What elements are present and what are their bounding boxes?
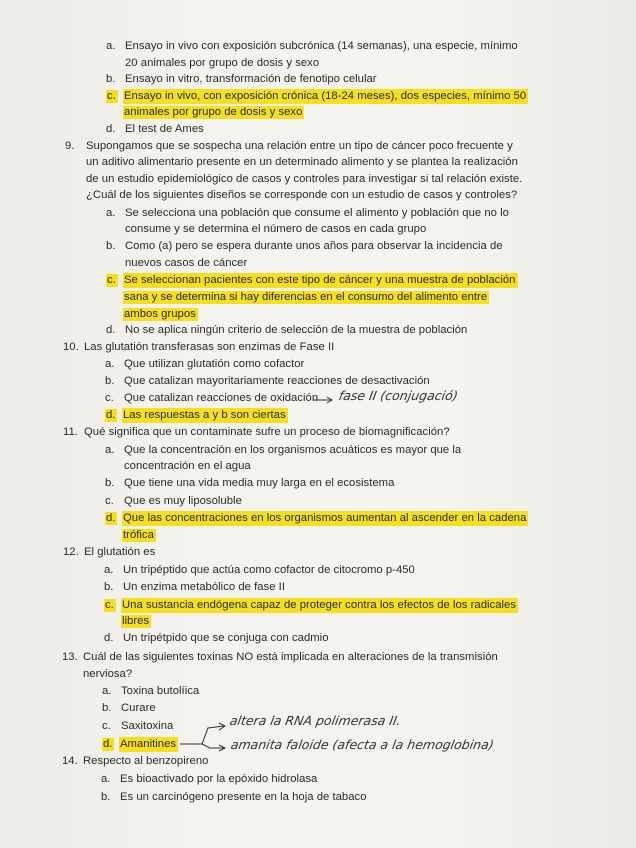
q10-option-c: c. Que catalizan reacciones de oxidación [105,392,319,404]
q13-stem-line-2: nerviosa? [83,668,133,680]
q10-option-b: b. Que catalizan mayoritariamente reacciones de desactivación [105,375,430,387]
q11-option-a: a. Que la concentración en los organismos acuáticos es mayor que la [105,444,462,456]
q9-option-b-cont: nuevos casos de cáncer [125,257,248,269]
q8-option-d: d. El test de Ames [106,123,204,135]
q13-handwritten-note-1: altera la RNA polimerasa II. [228,713,403,728]
q9-option-d: d. No se aplica ningún criterio de selección de la muestra de población [106,324,468,336]
q9-stem-line-3: de un estudio epidemiológico de casos y controles para investigar si tal relación existe. [86,173,523,185]
q14-option-a: a. Es bioactivado por la epóxido hidrolasa [101,773,318,785]
q12-option-b: b. Un enzima metabólico de fase II [104,581,285,593]
q9-stem-line-4: ¿Cuál de los siguientes diseños se corresponde con un estudio de casos y controles? [86,189,518,201]
q13-note-bracket [180,722,230,754]
q11-stem: Qué significa que un contaminate sufre un proceso de biomagnificación? [84,426,450,438]
q11-option-a-cont: concentración en el agua [124,460,251,472]
q8-option-c: c. Ensayo in vivo, con exposición crónica (18-24 meses), dos especies, mínimo 50 [107,90,527,102]
q10-note-arrow [313,396,335,404]
q13-number: 13. [62,651,78,663]
q11-option-b: b. Que tiene una vida media muy larga en el ecosistema [105,477,395,489]
q13-option-c: c. Saxitoxina [102,720,174,732]
q11-option-d-cont: trófica [123,529,154,541]
q13-handwritten-note-2: amanita faloide (afecta a la hemoglobina) [229,737,496,752]
q12-option-c-cont: libres [122,615,150,627]
q12-option-d: d. Un tripétpido que se conjuga con cadmio [104,632,329,644]
q8-option-a-cont: 20 animales por grupo de dosis y sexo [125,57,320,69]
q9-stem-line-1: Supongamos que se sospecha una relación entre un tipo de cáncer poco frecuente y [86,140,513,152]
q10-option-d: d. Las respuestas a y b son ciertas [106,409,286,421]
q11-option-d: d. Que las concentraciones en los organismos aumentan al ascender en la cadena [106,512,527,524]
q10-number: 10. [63,341,79,353]
q8-option-c-cont: animales por grupo de dosis y sexo [124,106,303,118]
q10-stem: Las glutatión transferasas son enzimas de Fase II [84,341,335,353]
q9-option-b: b. Como (a) pero se espera durante unos años para observar la incidencia de [106,240,503,252]
q9-stem-line-2: un aditivo alimentario presente en un determinado alimento y se plantea la realización [86,156,518,168]
q9-option-c: c. Se seleccionan pacientes con este tipo de cáncer y una muestra de población [107,274,516,286]
q13-stem-line-1: Cuál de las siguientes toxinas NO está implicada en alteraciones de la transmisión [83,651,498,663]
q10-handwritten-note: fase II (conjugació) [337,388,460,403]
q10-option-a: a. Que utilizan glutatión como cofactor [105,358,305,370]
q14-stem: Respecto al benzopireno [83,755,209,767]
q13-option-d: d. Amanitines [103,738,177,750]
q13-option-a: a. Toxina butolíica [102,685,200,697]
q12-option-a: a. Un tripéptido que actúa como cofactor de citocromo p-450 [104,564,415,576]
q11-option-c: c. Que es muy liposoluble [105,495,242,507]
q14-number: 14. [62,755,78,767]
q11-number: 11. [63,426,78,438]
q12-stem: El glutatión es [84,546,156,558]
q9-option-c-cont-1: sana y se determina si hay diferencias en el consumo del alimento entre [124,291,488,303]
q8-option-b: b. Ensayo in vitro, transformación de fenotipo celular [106,73,377,85]
q9-option-c-cont-2: ambos grupos [124,308,196,320]
q9-number: 9. [65,140,75,152]
q12-number: 12. [63,546,79,558]
q13-option-b: b. Curare [102,702,156,714]
q12-option-c: c. Una sustancia endógena capaz de proteger contra los efectos de los radicales [105,599,517,611]
q9-option-a: a. Se selecciona una población que consume el alimento y población que no lo [106,207,509,219]
q9-option-a-cont: consume y se determina el número de casos en cada grupo [125,223,427,235]
q14-option-b: b. Es un carcinógeno presente en la hoja de tabaco [101,791,367,803]
q8-option-a: a. Ensayo in vivo con exposición subcrónica (14 semanas), una especie, mínimo [106,40,518,52]
